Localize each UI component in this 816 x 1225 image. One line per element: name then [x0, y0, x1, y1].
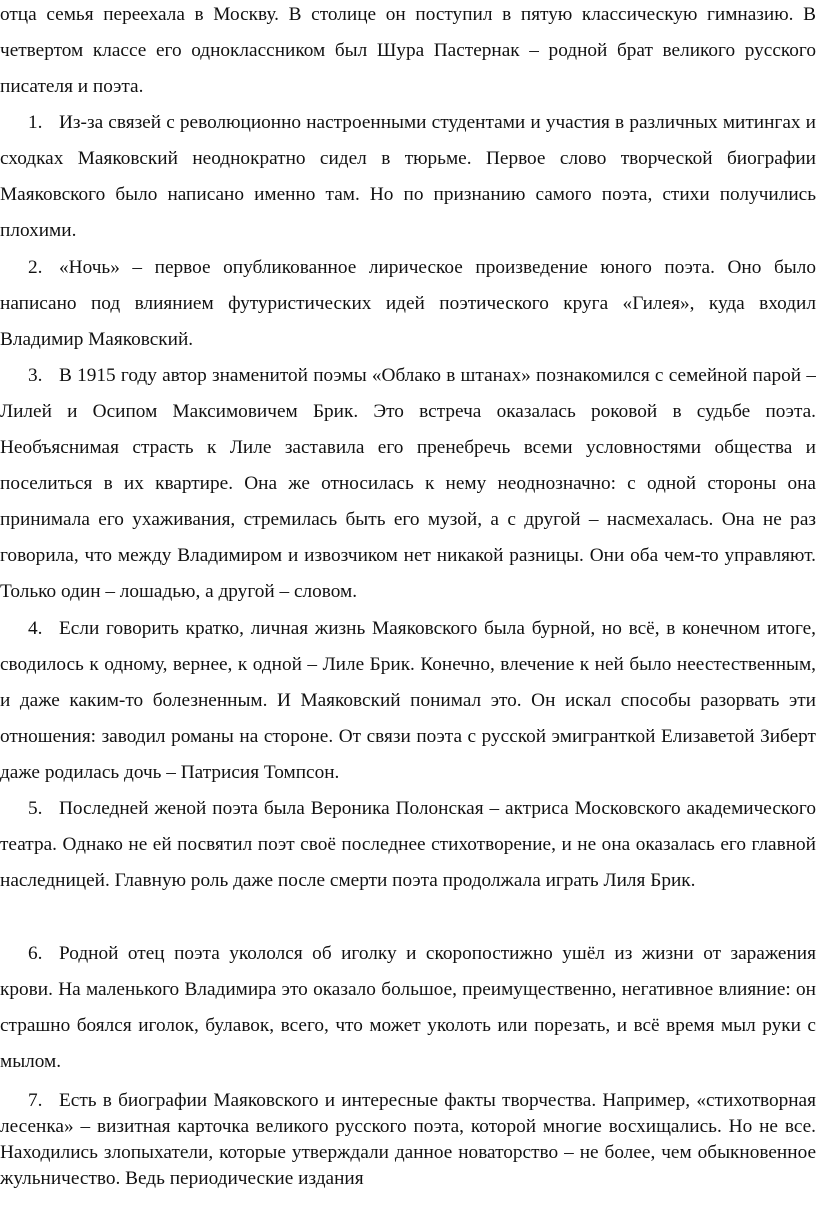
- list-item-1: [0, 105, 816, 249]
- intro-paragraph: отца семья переехала в Москву. В столице он поступил в пятую классическую гимназию. В четвертом классе его одноклассником был Шура Пастернак – родной брат великого русского писателя и поэта.: [0, 4, 816, 97]
- list-item-text: Из-за связей с революционно настроенными студентами и участия в различных митингах и сходках Маяковский неоднократно сидел в тюрьме. Первое слово творческой биографии Маяковского было написано именно там. Но по признанию самого поэта, стихи получились плохими.: [0, 112, 816, 241]
- list-item-3: [0, 358, 816, 610]
- list-item-text: «Ночь» – первое опубликованное лирическое произведение юного поэта. Оно было написано под влиянием футуристических идей поэтического круга «Гилея», куда входил Владимир Маяковский.: [0, 257, 816, 350]
- list-item-number: 6.: [28, 943, 43, 964]
- list-item-4: [0, 611, 816, 791]
- list-item-text: В 1915 году автор знаменитой поэмы «Облако в штанах» познакомился с семейной парой – Лилей и Осипом Максимовичем Брик. Это встреча оказалась роковой в судьбе поэта. Необъяснимая страсть к Лиле заставила его пренебречь всеми условностями общества и поселиться в их квартире. Она же относилась к нему неоднозначно: с одной стороны она принимала его ухаживания, стремилась быть его музой, а с другой – насмехалась. Она не раз говорила, что между Владимиром и извозчиком нет никакой разницы. Они оба чем-то управляют. Только один – лошадью, а другой – словом.: [0, 365, 816, 602]
- list-item-number: 7.: [28, 1090, 43, 1111]
- list-item-text: Родной отец поэта укололся об иголку и скоропостижно ушёл из жизни от заражения крови. На маленького Владимира это оказало большое, преимущественно, негативное влияние: он страшно боялся иголок, булавок, всего, что может уколоть или порезать, и всё время мыл руки с мылом.: [0, 943, 816, 1072]
- list-item-2: [0, 250, 816, 358]
- list-item-number: 4.: [28, 618, 43, 639]
- list-item-text: Есть в биографии Маяковского и интересные факты творчества. Например, «стихотворная лесенка» – визитная карточка великого русского поэта, которой многие восхищались. Но не все. Находились злопыхатели, которые утверждали данное новаторство – не более, чем обыкновенное жульничество. Ведь периодические издания: [0, 1090, 816, 1189]
- list-item-number: 2.: [28, 257, 43, 278]
- list-item-number: 5.: [28, 798, 43, 819]
- list-item-number: 3.: [28, 365, 43, 386]
- list-item-5: [0, 791, 816, 899]
- list-item-text: Если говорить кратко, личная жизнь Маяковского была бурной, но всё, в конечном итоге, сводилось к одному, вернее, к одной – Лиле Брик. Конечно, влечение к ней было неестественным, и даже каким-то болезненным. И Маяковский понимал это. Он искал способы разорвать эти отношения: заводил романы на стороне. От связи поэта с русской эмигранткой Елизаветой Зиберт даже родилась дочь – Патрисия Томпсон.: [0, 618, 816, 783]
- list-item-text: Последней женой поэта была Вероника Полонская – актриса Московского академического театра. Однако не ей посвятил поэт своё последнее стихотворение, и не она оказалась его главной наследницей. Главную роль даже после смерти поэта продолжала играть Лиля Брик.: [0, 798, 816, 891]
- list-item-7: [0, 1088, 816, 1192]
- list-item-6: [0, 936, 816, 1080]
- list-item-number: 1.: [28, 112, 43, 133]
